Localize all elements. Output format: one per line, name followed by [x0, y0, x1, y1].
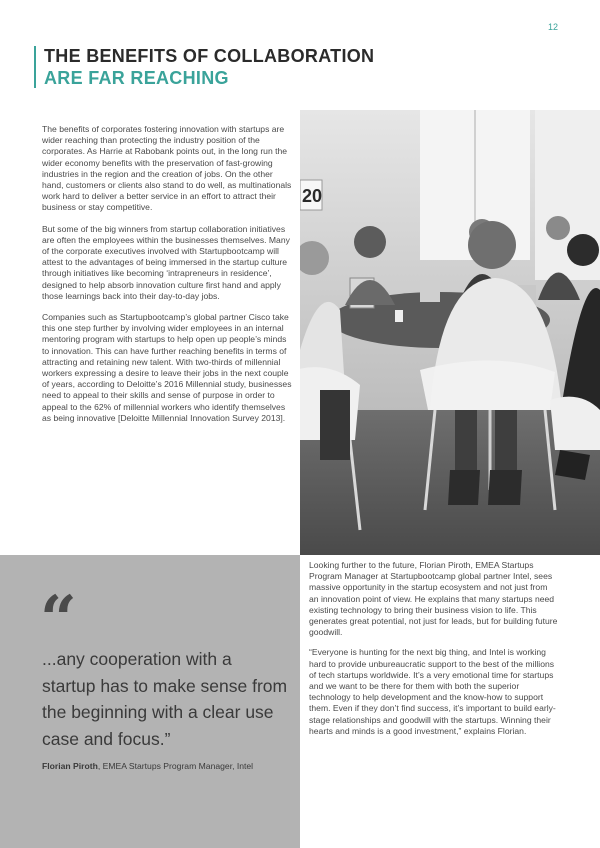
quote-attribution — [42, 761, 298, 772]
quote-author-name: Florian Piroth — [42, 761, 98, 771]
quote-mark-icon: “ — [40, 582, 77, 657]
page-number: 12 — [547, 22, 558, 32]
page-title: THE BENEFITS OF COLLABORATION — [44, 46, 375, 66]
quote-author-role: , EMEA Startups Program Manager, Intel — [97, 761, 254, 771]
body-column — [42, 124, 292, 434]
body-paragraph: Looking further to the future, Florian Piroth, EMEA Startups Program Manager at Startupbootcamp global partner Intel, sees massive opportunity in the startup ecosystem and not just from an innovation point of view. He explains that many startups need existing technology to bring their business vision to life. This generates great potential, not just for leads, but for building future goodwill. — [309, 560, 558, 638]
body-paragraph: But some of the big winners from startup collaboration initiatives are often the employees within the businesses themselves. Many of the corporate executives involved with Startupbootcamp will attest to the advantages of being immersed in the startup culture through initiatives like becoming ‘intrapreneurs in residence’, designed to help absorb innovation culture first hand and apply those learnings back into their day-to-day jobs. — [42, 223, 290, 301]
wall-sign-number: 20 — [302, 186, 323, 206]
page-subtitle: ARE FAR REACHING — [44, 68, 229, 88]
body-paragraph: The benefits of corporates fostering innovation with startups are wider reaching than protecting the industry position of the corporates. As Harrie at Rabobank points out, in the long run the wider economy benefits with the preservation of fast-growing industries in the region and the creation of jobs. On the other hand, customers or clients also stand to do well, as multinationals work hard to deliver a better service in an effort to attract their business or stay competitive. — [42, 124, 292, 213]
meeting-photo — [300, 110, 600, 555]
meeting-photo-illustration — [300, 110, 600, 555]
body-paragraph: Companies such as Startupbootcamp’s global partner Cisco take this one step further by involving wider employees in an internal mentoring program with startups to help open up people’s minds to innovation. This can have further reaching benefits in terms of attracting and retaining new talent. With two-thirds of millennial workers expressing a desire to leave their jobs in the next couple of years, according to Deloitte’s 2016 Millennial study, businesses need to appeal to their skills and sense of purpose in order to appeal to the 62% of millennial workers who identify themselves as being innovative [Deloitte Millennial Innovation Survey 2013]. — [42, 312, 292, 423]
body-paragraph: “Everyone is hunting for the next big thing, and Intel is working hard to provide unbureaucratic support to the best of the millions of tech startups worldwide. It’s a very emotional time for startups and we want to be there for them with both the superior technology to help development and the know-how to support them. Even if they don’t find success, it’s important to build early-stage relationships and goodwill with the startups. Winning their hearts and minds is a good investment,” explains Florian. — [309, 647, 556, 736]
title-accent-rule — [34, 46, 36, 88]
pull-quote-text: ...any cooperation with a startup has to make sense from the beginning with a clear use case and focus.” — [42, 649, 288, 749]
right-body-column — [309, 560, 559, 746]
